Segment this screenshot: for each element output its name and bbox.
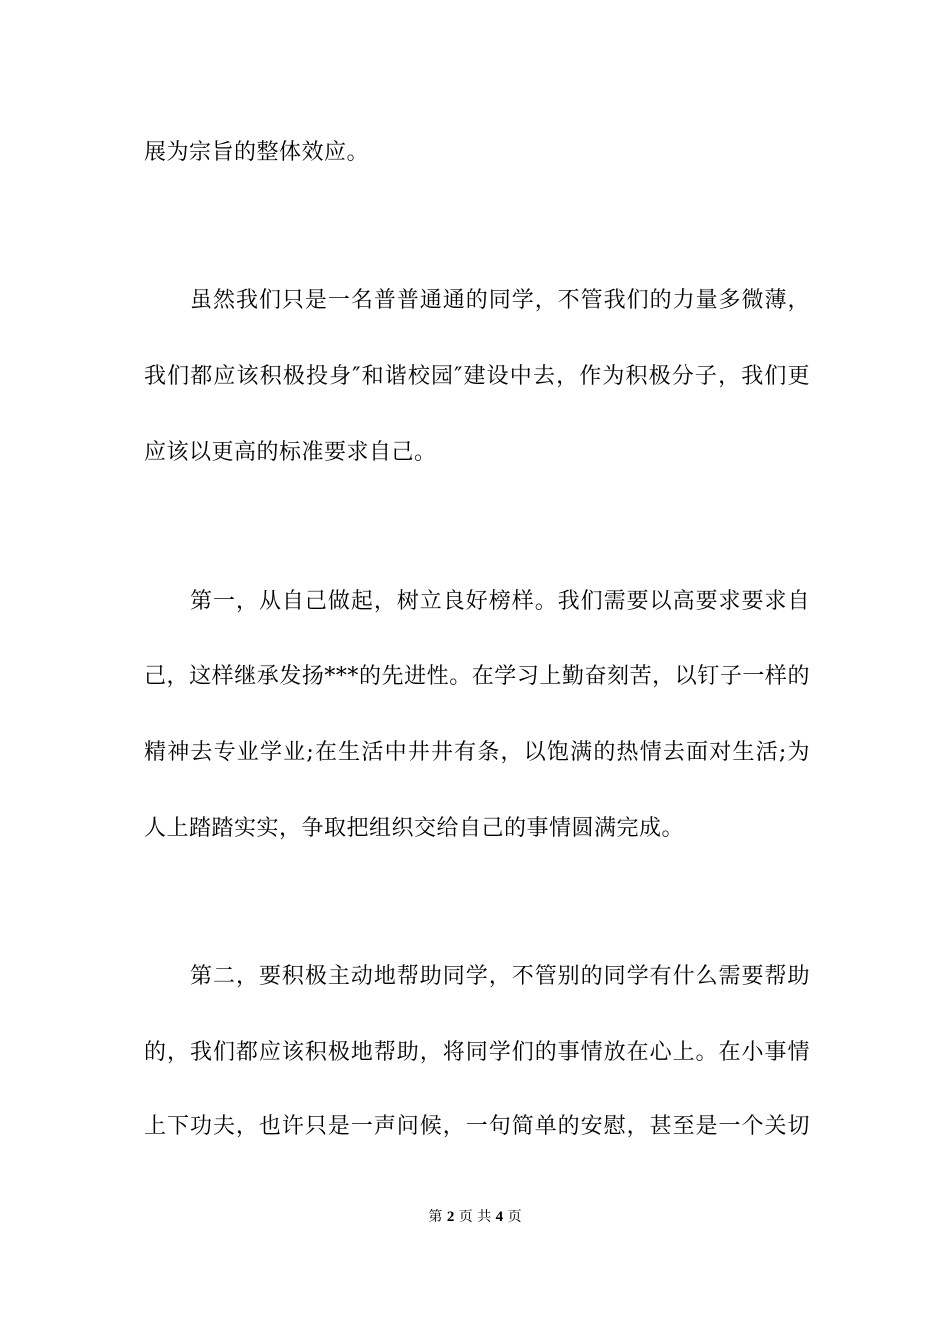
paragraph-4-line-2: 的，我们都应该积极地帮助，将同学们的事情放在心上。在小事情 bbox=[144, 1040, 810, 1065]
footer-total-pages: 4 bbox=[495, 1209, 504, 1225]
paragraph-3-line-4: 人上踏踏实实，争取把组织交给自己的事情圆满完成。 bbox=[144, 816, 685, 841]
page-footer bbox=[0, 1208, 950, 1226]
footer-suffix: 页 bbox=[507, 1209, 522, 1225]
footer-middle: 页 共 bbox=[458, 1209, 492, 1225]
paragraph-4-line-1: 第二，要积极主动地帮助同学，不管别的同学有什么需要帮助 bbox=[190, 964, 810, 989]
paragraph-2-line-1: 虽然我们只是一名普普通通的同学，不管我们的力量多微薄， bbox=[190, 288, 810, 313]
footer-prefix: 第 bbox=[428, 1209, 443, 1225]
paragraph-2-line-3: 应该以更高的标准要求自己。 bbox=[144, 440, 437, 465]
footer-current-page: 2 bbox=[446, 1209, 455, 1225]
paragraph-4-line-3: 上下功夫，也许只是一声问候，一句简单的安慰，甚至是一个关切 bbox=[144, 1114, 810, 1139]
paragraph-2-line-2: 我们都应该积极投身″和谐校园″建设中去，作为积极分子，我们更 bbox=[144, 364, 810, 389]
paragraph-3-line-2: 己，这样继承发扬***的先进性。在学习上勤奋刻苦，以钉子一样的 bbox=[144, 664, 810, 689]
paragraph-1-line-1: 展为宗旨的整体效应。 bbox=[144, 140, 370, 165]
paragraph-3-line-3: 精神去专业学业;在生活中井井有条，以饱满的热情去面对生活;为 bbox=[144, 740, 810, 765]
paragraph-3-line-1: 第一，从自己做起，树立良好榜样。我们需要以高要求要求自 bbox=[190, 589, 810, 614]
